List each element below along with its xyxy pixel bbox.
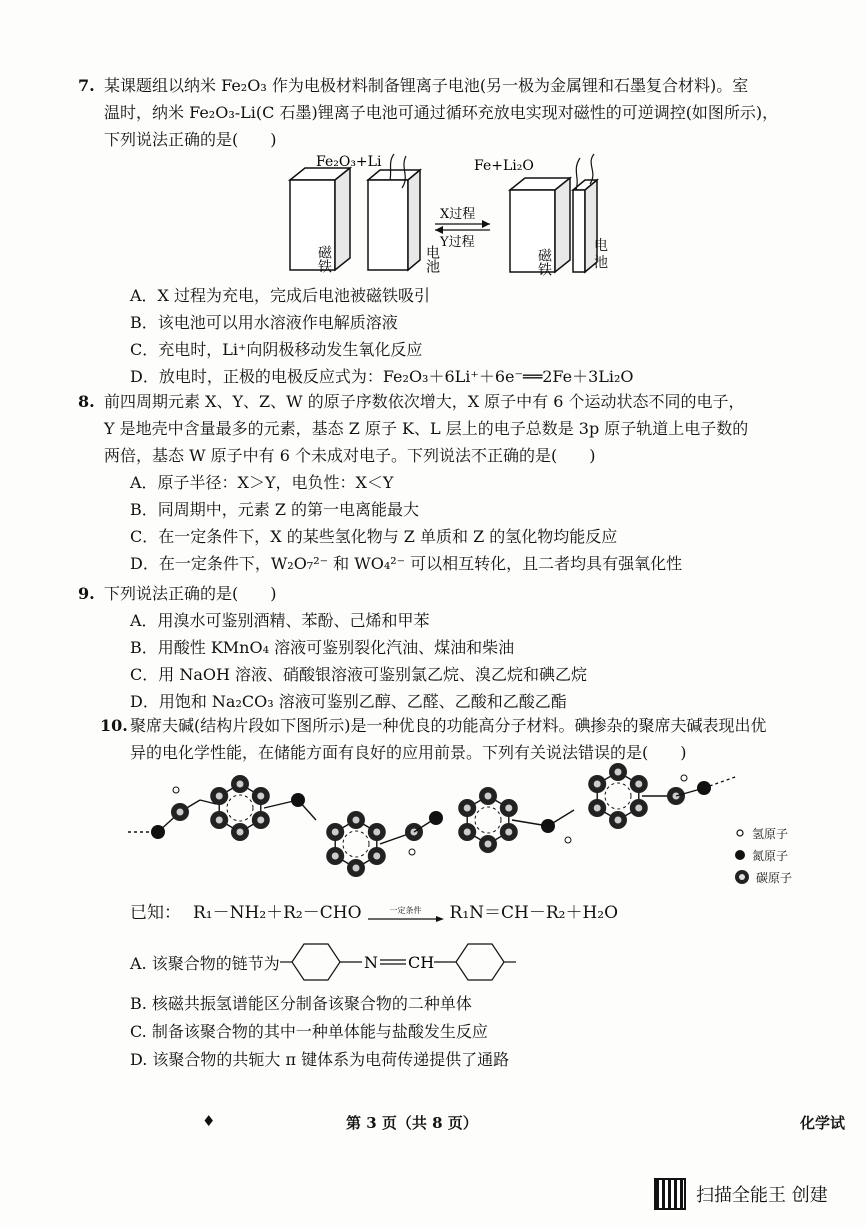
- question-10: [100, 712, 810, 766]
- bond: [298, 800, 316, 820]
- reaction-arrow: [368, 906, 444, 923]
- left-top-label: Fe₂O₃+Li: [316, 154, 382, 170]
- option-b: B．该电池可以用水溶液作电解质溶液: [130, 313, 398, 332]
- carbon-atom: [588, 799, 606, 817]
- question-text-line: 下列说法正确的是( ): [104, 584, 277, 603]
- option-b: B．用酸性 KMnO₄ 溶液可鉴别裂化汽油、煤油和柴油: [130, 638, 515, 657]
- option-d: D．在一定条件下，W₂O₇²⁻ 和 WO₄²⁻ 可以相互转化，且二者均具有强氧化性: [130, 554, 683, 573]
- question-number: 7.: [78, 76, 95, 95]
- option-a: A．用溴水可鉴别酒精、苯酚、己烯和甲苯: [130, 611, 430, 630]
- nitrogen-atom-icon: [734, 849, 746, 861]
- question-number: 10.: [100, 716, 128, 735]
- option-c: C．在一定条件下，X 的某些氢化物与 Z 单质和 Z 的氢化物均能反应: [130, 527, 618, 546]
- legend-label: 氮原子: [752, 848, 789, 863]
- question-text-line: 两倍，基态 W 原子中有 6 个未成对电子。下列说法不正确的是( ): [104, 446, 596, 465]
- question-10-options: [130, 990, 509, 1074]
- question-text-line: Y 是地壳中含量最多的元素，基态 Z 原子 K、L 层上的电子总数是 3p 原子轨道上电子数的: [104, 419, 749, 438]
- option-b: B. 核磁共振氢谱能区分制备该聚合物的二种单体: [130, 994, 472, 1013]
- arrow-x-label: X过程: [440, 207, 476, 222]
- hydrogen-atom: [681, 775, 687, 781]
- question-text-line: 下列说法正确的是( ): [104, 130, 277, 149]
- products: R₁N＝CH－R₂＋H₂O: [449, 903, 619, 923]
- option-a: [130, 942, 570, 982]
- question-number: 9.: [78, 584, 95, 603]
- hydrogen-atom: [409, 849, 415, 855]
- option-d: D. 该聚合物的共轭大 π 键体系为电荷传递提供了通路: [130, 1050, 510, 1069]
- option-c: C．充电时，Li⁺向阴极移动发生氧化反应: [130, 340, 423, 359]
- reaction-condition: 一定条件: [389, 906, 422, 915]
- carbon-atom: [479, 835, 497, 853]
- option-b: B．同周期中，元素 Z 的第一电离能最大: [130, 500, 420, 519]
- question-7-options: [104, 282, 804, 390]
- hydrogen-atom: [565, 837, 571, 843]
- nitrogen-label: N: [363, 953, 378, 972]
- known-prefix: 已知：: [130, 903, 181, 923]
- subject-label: 化学试: [800, 1114, 846, 1132]
- option-d: D．放电时，正极的电极反应式为：Fe₂O₃＋6Li⁺＋6e⁻══2Fe＋3Li₂O: [130, 367, 634, 386]
- carbon-atom-icon: [734, 869, 750, 885]
- aromatic-ring: [343, 831, 369, 857]
- legend-carbon: [734, 866, 792, 888]
- magnet-label: 磁铁: [316, 245, 332, 273]
- carbon-atom: [231, 775, 249, 793]
- aromatic-ring: [475, 807, 501, 833]
- carbon-atom: [231, 823, 249, 841]
- carbon-atom: [479, 787, 497, 805]
- nitrogen-atom: [151, 825, 165, 839]
- battery-magnet-figure: [280, 150, 620, 280]
- question-text-line: 聚席夫碱(结构片段如下图所示)是一种优良的功能高分子材料。碘掺杂的聚席夫碱表现出优: [130, 716, 767, 735]
- question-number: 8.: [78, 392, 95, 411]
- carbon-atom: [252, 811, 270, 829]
- aromatic-ring: [605, 783, 631, 809]
- polymer-structure-figure: [128, 760, 748, 880]
- carbon-atom: [458, 823, 476, 841]
- carbon-atom: [630, 775, 648, 793]
- qr-code-icon: [654, 1178, 686, 1210]
- hydrogen-atom: [173, 787, 179, 793]
- arrow-icon: [368, 915, 444, 923]
- carbon-atom: [500, 799, 518, 817]
- battery-label: 电池: [424, 245, 440, 273]
- carbon-atom: [347, 811, 365, 829]
- scanner-watermark: [654, 1176, 828, 1212]
- carbon-atom: [210, 787, 228, 805]
- reactants: R₁－NH₂＋R₂－CHO: [193, 903, 362, 923]
- bond: [548, 810, 574, 826]
- option-a-text: A. 该聚合物的链节为: [130, 953, 280, 973]
- carbon-atom: [326, 847, 344, 865]
- legend-hydrogen: [734, 822, 792, 844]
- option-c: C. 制备该聚合物的其中一种单体能与盐酸发生反应: [130, 1022, 488, 1041]
- page-number: 第 3 页（共 8 页）: [346, 1114, 478, 1132]
- footer-dot: ♦: [202, 1112, 216, 1130]
- carbon-atom: [630, 799, 648, 817]
- legend-nitrogen: [734, 844, 792, 866]
- carbon-atom: [326, 823, 344, 841]
- option-c: C．用 NaOH 溶液、硝酸银溶液可鉴别氯乙烷、溴乙烷和碘乙烷: [130, 665, 588, 684]
- carbon-atom: [252, 787, 270, 805]
- magnet-label: 磁铁: [536, 248, 552, 276]
- carbon-atom: [458, 799, 476, 817]
- aromatic-ring: [227, 795, 253, 821]
- question-text-line: 某课题组以纳米 Fe₂O₃ 作为电极材料制备锂离子电池(另一极为金属锂和石墨复合材料)。室: [104, 76, 749, 95]
- carbon-atom: [609, 811, 627, 829]
- ch-label: CH: [407, 953, 434, 972]
- hydrogen-atom-icon: [734, 827, 746, 839]
- question-8: [78, 388, 804, 577]
- nitrogen-atom: [429, 811, 443, 825]
- carbon-atom: [171, 803, 189, 821]
- repeating-unit-structure: [280, 942, 570, 982]
- question-text-line: 温时，纳米 Fe₂O₃-Li(C 石墨)锂离子电池可通过循环充放电实现对磁性的可逆调控(如图所示)，: [104, 103, 779, 122]
- known-reaction: [130, 898, 618, 923]
- question-text-line: 异的电化学性能，在储能方面有良好的应用前景。下列有关说法错误的是( ): [130, 743, 687, 762]
- carbon-atom: [368, 847, 386, 865]
- battery-label-right: 电池: [594, 238, 608, 271]
- carbon-atom: [500, 823, 518, 841]
- option-a: A．X 过程为充电，完成后电池被磁铁吸引: [130, 286, 431, 305]
- legend-label: 碳原子: [756, 870, 793, 885]
- carbon-atom: [210, 811, 228, 829]
- carbon-atom: [588, 775, 606, 793]
- carbon-atom: [368, 823, 386, 841]
- option-a: A．原子半径：X＞Y，电负性：X＜Y: [130, 473, 394, 492]
- carbon-atom: [347, 859, 365, 877]
- watermark-text: 扫描全能王 创建: [696, 1185, 828, 1206]
- arrow-y-label: Y过程: [440, 235, 475, 250]
- carbon-atom: [609, 763, 627, 781]
- question-7: [78, 72, 804, 153]
- option-d: D．用饱和 Na₂CO₃ 溶液可鉴别乙醇、乙醛、乙酸和乙酸乙酯: [130, 692, 567, 711]
- atom-legend: [734, 822, 792, 888]
- question-9: [78, 580, 804, 715]
- right-top-label: Fe+Li₂O: [474, 158, 534, 174]
- legend-label: 氢原子: [752, 826, 789, 841]
- question-text-line: 前四周期元素 X、Y、Z、W 的原子序数依次增大，X 原子中有 6 个运动状态不同的电子，: [104, 392, 745, 411]
